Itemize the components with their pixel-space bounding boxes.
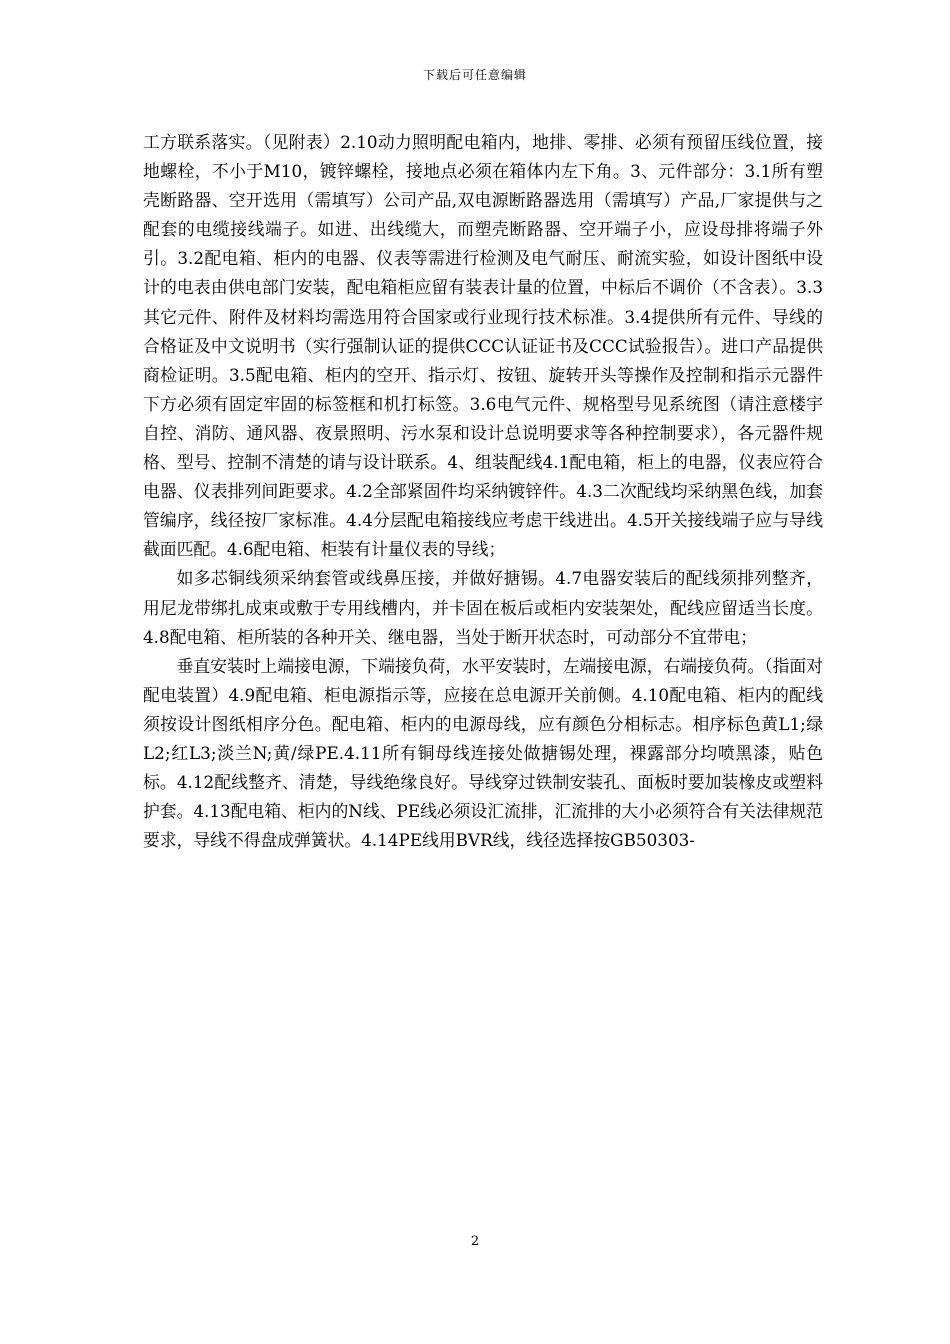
document-body [143,128,823,855]
page-number: 2 [470,1234,480,1249]
paragraph-3: 垂直安装时上端接电源，下端接负荷，水平安装时，左端接电源，右端接负荷。（指面对配电装置）4.9配电箱、柜电源指示等，应接在总电源开关前侧。4.10配电箱、柜内的配线须按设计图纸相序分色。配电箱、柜内的电源母线，应有颜色分相标志。相序标色黄L1;绿L2;红L3;淡兰N;黄/绿PE.4.11所有铜母线连接处做搪锡处理，裸露部分均喷黑漆，贴色标。4.12配线整齐、清楚，导线绝缘良好。导线穿过铁制安装孔、面板时要加装橡皮或塑料护套。4.13配电箱、柜内的N线、PE线必须设汇流排，汇流排的大小必须符合有关法律规范要求，导线不得盘成弹簧状。4.14PE线用BVR线，线径选择按GB50303- [143,655,823,851]
paragraph-2: 如多芯铜线须采纳套管或线鼻压接，并做好搪锡。4.7电器安装后的配线须排列整齐，用尼龙带绑扎成束或敷于专用线槽内，并卡固在板后或柜内安装架处，配线应留适当长度。4.8配电箱、柜所装的各种开关、继电器，当处于断开状态时，可动部分不宜带电； [143,568,823,647]
paragraph-1: 工方联系落实。（见附表）2.10动力照明配电箱内，地排、零排、必须有预留压线位置，接地螺栓，不小于M10，镀锌螺栓，接地点必须在箱体内左下角。3、元件部分：3.1所有塑壳断路器、空开选用（需填写）公司产品,双电源断路器选用（需填写）产品,厂家提供与之配套的电缆接线端子。如进、出线缆大，而塑壳断路器、空开端子小，应设母排将端子外引。3.2配电箱、柜内的电器、仪表等需进行检测及电气耐压、耐流实验，如设计图纸中设计的电表由供电部门安装，配电箱柜应留有装表计量的位置，中标后不调价（不含表）。3.3其它元件、附件及材料均需选用符合国家或行业现行技术标准。3.4提供所有元件、导线的合格证及中文说明书（实行强制认证的提供CCC认证证书及CCC试验报告）。进口产品提供商检证明。3.5配电箱、柜内的空开、指示灯、按钮、旋转开头等操作及控制和指示元器件下方必须有固定牢固的标签框和机打标签。3.6电气元件、规格型号见系统图（请注意楼宇自控、消防、通风器、夜景照明、污水泵和设计总说明要求等各种控制要求），各元器件规格、型号、控制不清楚的请与设计联系。4、组装配线4.1配电箱，柜上的电器，仪表应符合电器、仪表排列间距要求。4.2全部紧固件均采纳镀锌件。4.3二次配线均采纳黑色线，加套管编序，线径按厂家标准。4.4分层配电箱接线应考虑干线进出。4.5开关接线端子应与导线截面匹配。4.6配电箱、柜装有计量仪表的导线； [143,132,823,560]
page-header: 下载后可任意编辑 [422,68,527,82]
